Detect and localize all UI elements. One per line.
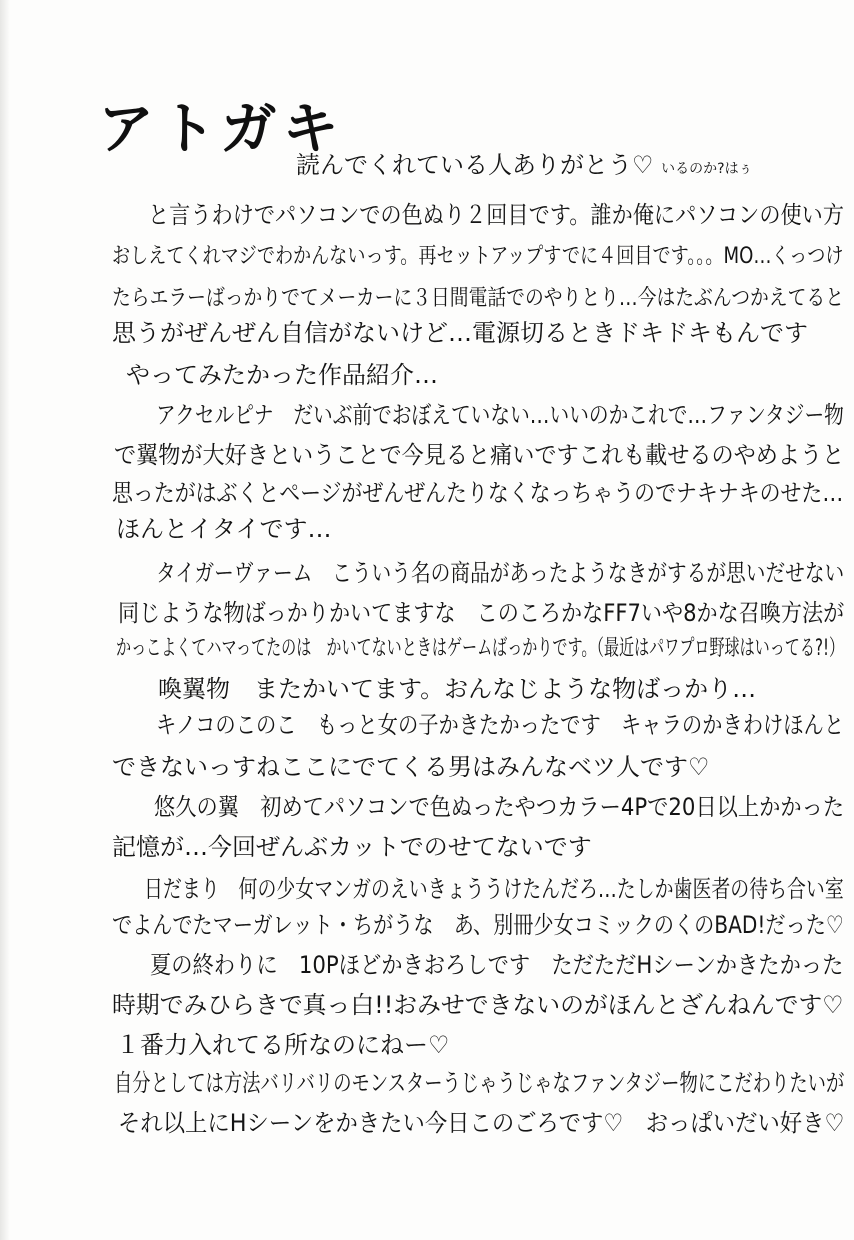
text-line: おしえてくれマジでわかんないっす。再セットアップすでに４回目です。。。MO…くっつけ (112, 244, 844, 269)
intro-text: 読んでくれている人ありがとう♡ (296, 151, 654, 179)
text-line: 日だまり 何の少女マンガのえいきょううけたんだろ…たしか歯医者の待ち合い室 (144, 875, 844, 903)
text-line: １番力入れてる所なのにねー♡ (116, 1031, 450, 1059)
text-line: やってみたかった作品紹介… (126, 361, 438, 389)
text-line: アクセルピナ だいぶ前でおぼえていない…いいのかこれで…ファンタジー物 (156, 401, 844, 429)
text-line: キノコのこのこ もっと女の子かきたかったです キャラのかきわけほんと (156, 711, 845, 739)
text-line: で翼物が大好きということで今見ると痛いですこれも載せるのやめようと (114, 441, 845, 469)
text-line: 悠久の翼 初めてパソコンで色ぬったやつカラー4Pで20日以上かかった (154, 793, 845, 821)
text-line: 時期でみひらきで真っ白!!おみせできないのがほんとざんねんです♡ (112, 991, 844, 1019)
text-line: タイガーヴァーム こういう名の商品があったようなきがするが思いだせない (156, 559, 845, 587)
text-line: 同じような物ばっかりかいてますな このころかなFF7いや8かな召喚方法が (118, 599, 845, 627)
text-line: ほんとイタイです… (116, 515, 332, 543)
text-line: 記憶が…今回ぜんぶカットでのせてないです (112, 833, 592, 861)
text-line: 思ったがはぶくとページがぜんぜんたりなくなっちゃうのでナキナキのせた… (112, 479, 844, 507)
text-line: 自分としては方法バリバリのモンスターうじゃうじゃなファンタジー物にこだわりたいが (114, 1069, 845, 1097)
text-line: できないっすねここにでてくる男はみんなベツ人です♡ (112, 753, 710, 781)
text-line: それ以上にHシーンをかきたい今日このごろです♡ おっぱいだい好き♡ (118, 1109, 845, 1137)
page-title: アトガキ (98, 97, 345, 162)
intro-line (296, 150, 753, 184)
text-line: と言うわけでパソコンでの色ぬり２回目です。誰か俺にパソコンの使い方 (148, 201, 845, 229)
text-line: たらエラーばっかりでてメーカーに３日間電話でのやりとり…今はたぶんつかえてると (112, 286, 844, 311)
text-line: 夏の終わりに 10Pほどかきおろしです ただただHシーンかきたかった (150, 951, 844, 979)
text-line: 喚翼物 またかいてます。おんなじような物ばっかり… (158, 675, 757, 703)
text-line: 思うがぜんぜん自信がないけど…電源切るときドキドキもんです (112, 319, 808, 347)
text-line: でよんでたマーガレット・ちがうな あ、別冊少女コミックのくのBAD!だった♡ (112, 911, 844, 939)
text-line: かっこよくてハマってたのは かいてないときはゲームばっかりです。（最近はパワプロ野球はいってる?!） (116, 636, 845, 661)
intro-aside: いるのか?はぅ (661, 161, 753, 177)
